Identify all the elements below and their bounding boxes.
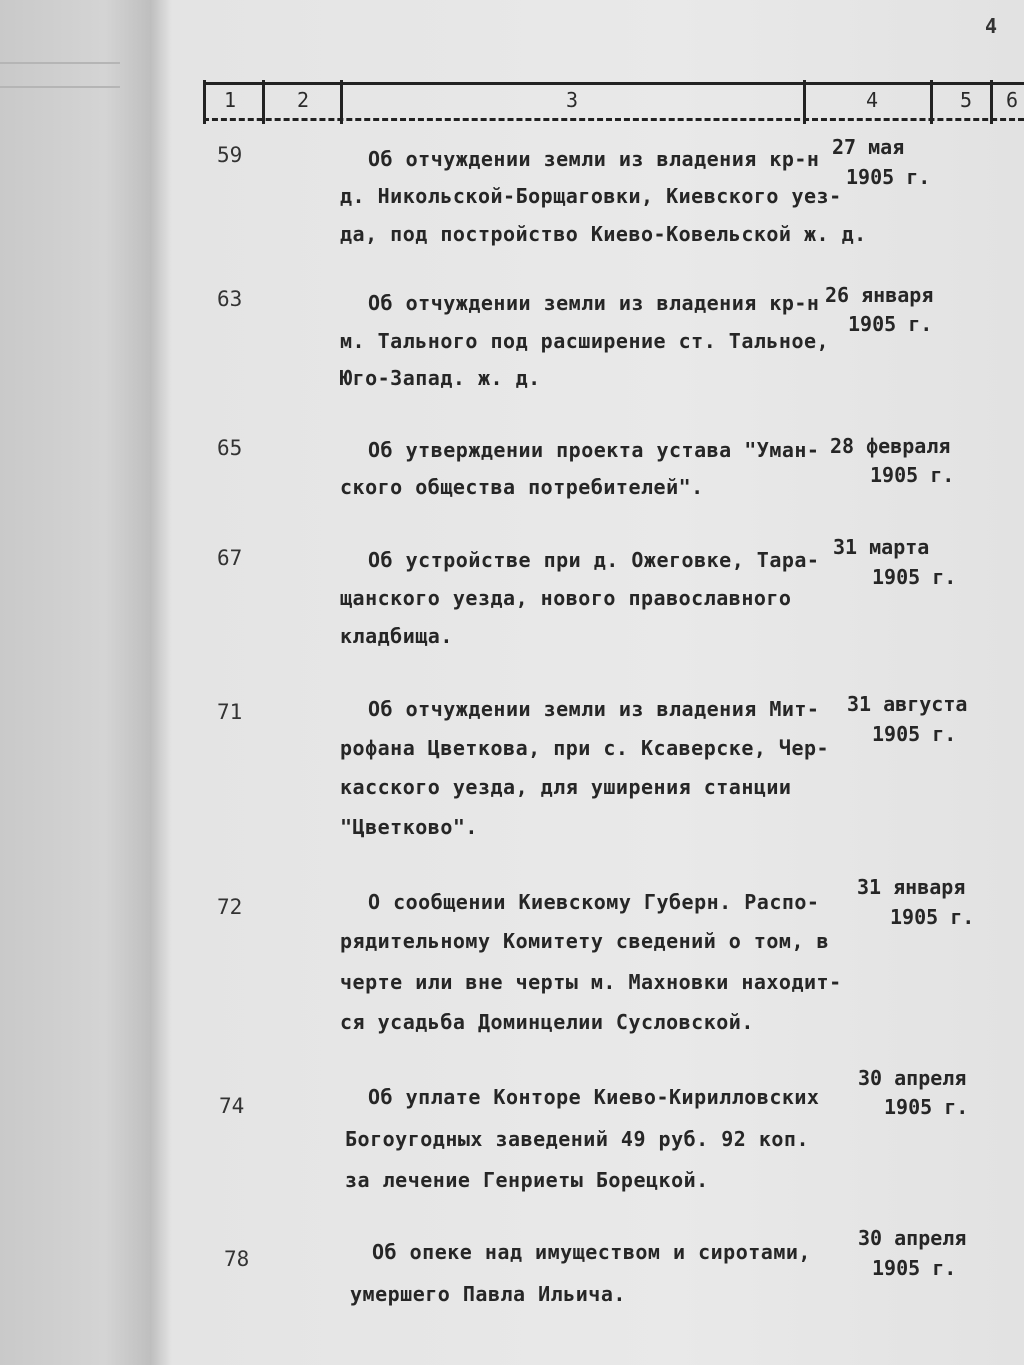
entry-text-line: умершего Павла Ильича. [350, 1282, 626, 1306]
bleed-through-ruler [0, 62, 120, 88]
entry-date-year: 1905 г. [870, 463, 955, 487]
case-number: 72 [217, 895, 243, 919]
entry-text-line: "Цветково". [340, 815, 478, 839]
entry-text-line: Об отчуждении земли из владения Мит- [368, 697, 820, 721]
entry-text-line: Об отчуждении земли из владения кр-н [368, 291, 820, 315]
column-header-5: 5 [960, 88, 973, 112]
entry-date-day: 31 марта [833, 535, 930, 559]
entry-date-day: 27 мая [832, 135, 905, 159]
entry-text-line: м. Тального под расширение ст. Тальное, [340, 329, 830, 353]
case-number: 63 [217, 287, 243, 311]
entry-text-line: Об утверждении проекта устава "Уман- [368, 438, 820, 462]
previous-page-edge [0, 0, 150, 1365]
column-divider [203, 80, 206, 124]
entry-text-line: Об опеке над имуществом и сиротами, [372, 1240, 811, 1264]
entry-date-year: 1905 г. [846, 165, 931, 189]
entry-date-year: 1905 г. [872, 565, 957, 589]
entry-text-line: ся усадьба Доминцелии Сусловской. [340, 1010, 754, 1034]
entry-text-line: щанского уезда, нового православного [340, 586, 792, 610]
entry-text-line: черте или вне черты м. Махновки находит- [340, 970, 842, 994]
entry-text-line: Юго-Запад. ж. д. [340, 366, 541, 390]
case-number: 67 [217, 546, 243, 570]
entry-text-line: О сообщении Киевскому Губерн. Распо- [368, 890, 820, 914]
column-header-3: 3 [566, 88, 579, 112]
column-header-6: 6 [1006, 88, 1019, 112]
page-number: 4 [985, 14, 998, 38]
entry-date-day: 31 января [857, 875, 966, 899]
header-top-rule [203, 82, 1024, 85]
entry-text-line: Об отчуждении земли из владения кр-н [368, 147, 820, 171]
entry-text-line: Богоугодных заведений 49 руб. 92 коп. [345, 1127, 810, 1151]
column-header-2: 2 [297, 88, 310, 112]
column-divider [990, 80, 993, 124]
column-divider [803, 80, 806, 124]
entry-text-line: д. Никольской-Борщаговки, Киевского уез- [340, 184, 842, 208]
entry-date-day: 28 февраля [830, 434, 951, 458]
entry-text-line: рядительному Комитету сведений о том, в [340, 929, 830, 953]
entry-text-line: Об устройстве при д. Ожеговке, Тара- [368, 548, 820, 572]
entry-date-day: 31 августа [847, 692, 968, 716]
column-header-4: 4 [866, 88, 879, 112]
entry-text-line: за лечение Генриеты Борецкой. [345, 1168, 709, 1192]
entry-date-day: 30 апреля [858, 1066, 967, 1090]
entry-date-year: 1905 г. [890, 905, 975, 929]
case-number: 74 [219, 1094, 245, 1118]
entry-date-year: 1905 г. [884, 1095, 969, 1119]
column-divider [340, 80, 343, 124]
entry-text-line: да, под постройство Киево-Ковельской ж. д. [340, 222, 867, 246]
case-number: 78 [224, 1247, 250, 1271]
column-header-1: 1 [224, 88, 237, 112]
case-number: 71 [217, 700, 243, 724]
entry-date-day: 26 января [825, 283, 934, 307]
case-number: 59 [217, 143, 243, 167]
entry-date-day: 30 апреля [858, 1226, 967, 1250]
column-divider [930, 80, 933, 124]
entry-text-line: Об уплате Конторе Киево-Кирилловских [368, 1085, 820, 1109]
entry-date-year: 1905 г. [872, 1256, 957, 1280]
entry-text-line: ского общества потребителей". [340, 475, 704, 499]
entry-date-year: 1905 г. [848, 312, 933, 336]
entry-text-line: касского уезда, для уширения станции [340, 775, 792, 799]
entry-date-year: 1905 г. [872, 722, 957, 746]
entry-text-line: рофана Цветкова, при с. Ксаверске, Чер- [340, 736, 830, 760]
case-number: 65 [217, 436, 243, 460]
header-bottom-rule [203, 118, 1024, 121]
column-divider [262, 80, 265, 124]
entry-text-line: кладбища. [340, 624, 453, 648]
